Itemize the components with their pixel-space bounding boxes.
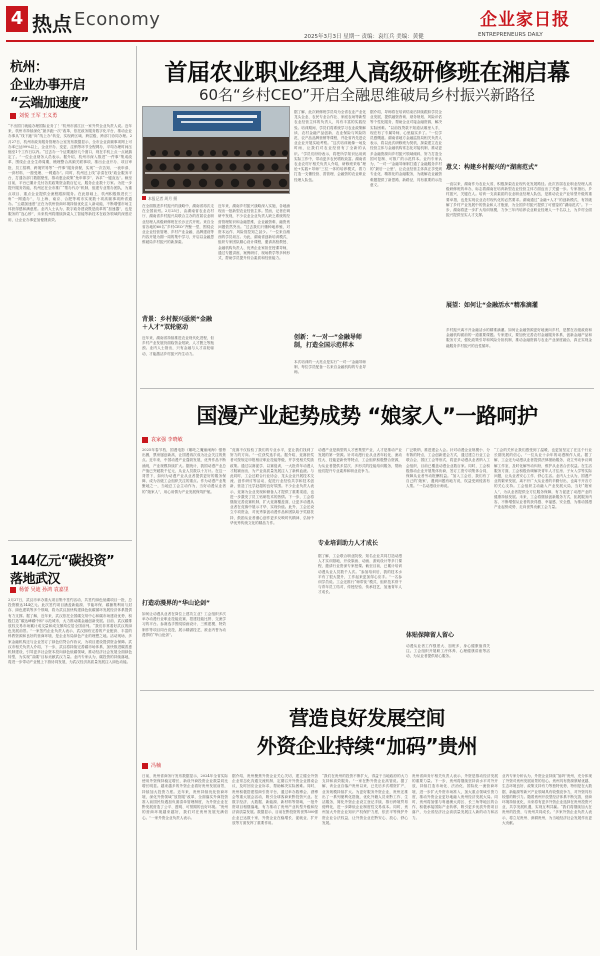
page-header (0, 0, 600, 46)
bottom-body-col2: 据介绍，贵州聚焦外资企业关心关切，建立健全外资企业常态化沟通交流机制，定期召开外资企业圆桌会议，及时回应企业诉求，帮助解决实际困难。同时，贵州积极搭建招商引资平台，通过举办数博会、酒博会等重大展会活动，吸引全球客商来黔投资兴业。在数字经济、大数据、新能源、新材料等领域，一批外资项目相继落地，有力推动了贵州产业转型升级和经济高质量发展。数据显示，目前在黔投资的世界500强企业已达数十家，外资企业在稳增长、促就业、扩开放等方面发挥了重要作用。 (232, 774, 318, 825)
lead-title: 首届农业职业经理人高级研修班在湘启幕 (164, 60, 570, 86)
header-rule (6, 40, 594, 42)
middle-subhead-3: 体贴保障留人留心 (406, 632, 455, 639)
middle-body-col5: “工会的关怀让我们感受到了温暖，也更加坚定了在这个行业长期发展的信心。”一位从业十余年的动漫制作人说。据了解，工会还为动漫从业者提供法律援助服务，设立劳动争议调解工作室，及时化解劳动纠纷，维护从业者合法权益。在生活服务方面，工会积极协调解决青年人才住房、子女入学等实际问题，让从业者安心工作、舒心生活。业内人士认为，国漫产业的繁荣发展，离不开广大从业者的辛勤付出，也离不开各方的关心支持。工会组织主动融入产业发展大局，当好“娘家人”，为从业者提供全方位服务保障，有力促进了动漫产业的健康持续发展。未来，工会将继续创新服务方式，拓展服务内容，不断增强从业者的获得感、幸福感、安全感，为推动国漫产业起势成势、走向世界贡献工会力量。 (494, 448, 592, 510)
lead-body-col5b: 乡村振兴离不开金融活水的精准滴灌。如何让金融资源更好地流向乡村，是摆在各级政府和金融机构面前的一道重要课题。专家建议，要加快完善农村金融服务体系，创新金融产品和服务方式，强化政策引导和风险分担机制，推动金融资源与农业产业深度融合，真正实现金融服务乡村振兴的良性循环。 (446, 328, 592, 348)
story2-title-a: 144亿元“碳投资” (10, 554, 115, 569)
column-divider (136, 46, 137, 950)
lead-body-col5: 一直以来，湖南作为农业大省，积极探索农业现代化发展路径。此次首届农业职业经理人高级研修班的举办，标志着湖南在培育新型农业经营主体方面迈出了关键一步。专家指出，乡村振兴，关键在人。培育一支高素质的农业职业经理人队伍，是推动农业产业转型升级的重要举措，也是实现农业农村现代化的必然要求。湖南通过“金融+人才”的创新模式，有效破解了乡村产业发展中的资金和人才瓶颈，为全国乡村振兴提供了可借鉴的“湖南范式”。下一步，湖南将进一步扩大培训规模，力争三年内培养农业职业经理人一千名以上，为乡村全面振兴提供坚实人才支撑。 (446, 182, 592, 218)
masthead-en: ENTREPRENEURS DAILY (478, 32, 543, 38)
lead-bottom-rule (140, 388, 594, 389)
lead-subhead-2: 创新：“一对一”金融导师制，打造全国示范样本 (294, 334, 362, 349)
date-line: 2025年3月3日 星期一 责编：袁红兵 美编：黄健 (304, 34, 424, 40)
story1-title-a: 杭州： (10, 60, 48, 75)
bottom-story (138, 692, 596, 950)
bottom-body-col1: 日前，贵州省商务厅发布数据显示，2024年全省实际使用外资保持稳定增长，新设外商投资企业数量同比增长明显。越来越多的外资企业看好贵州发展前景，持续加大投资力度。近年来，贵州持续优化营商环境，深化外资领域“放管服”改革，全面落实外商投资准入前国民待遇加负面清单管理制度，为外资企业在黔发展营造了公平、透明、可预期的良好环境。“贵州的营商环境越来越好，我们对在贵州发展充满信心。”一家外资企业负责人表示。 (142, 774, 228, 820)
middle-title: 国漫产业起势成势 “娘家人”一路呵护 (196, 404, 538, 428)
middle-bottom-rule (140, 690, 594, 691)
middle-subhead-2: 专业培训助力人才成长 (318, 540, 379, 547)
middle-body-col4b: 动漫从业者工作强度大、加班多，身心健康值得关注。工会组织开展职工疗休养、心理健康讲座等活动，为从业者提供贴心服务。 (406, 644, 490, 659)
middle-subhead-1: 打造动漫界的“华山论剑” (142, 600, 210, 607)
page-number-badge: 4 (6, 6, 28, 32)
story1-byline: 刘悦 王军 王义勇 (10, 112, 57, 119)
middle-body-col1: 2025年春节档，国漫电影《哪吒之魔童闹海》强势出圈，票房屡创新高，让国漫再次成为社会关注的焦点。近年来，中国动漫产业蓬勃发展，优秀作品不断涌现，产业规模持续扩大。据统计，我国动漫产业总产值已突破数千亿元，从业人员数以十万计。在这一背景下，如何为动漫产业从业者提供更好的服务保障，成为各级工会组织关注的重点。作为动漫产业集聚地之一，当地总工会主动作为，当好动漫从业者的“娘家人”，用心用情为产业发展保驾护航。 (142, 448, 226, 494)
lead-body-col3: 据了解，此次研修班学员均为全省农业产业化龙头企业、农民专业合作社、家庭农场等新型农业经营主体的负责人，具有丰富的实践经验。培训期间，学员们将系统学习农业政策解读、农村金融产品创新、农业保险与风险防范、农产品品牌营销等课程，并赴省内先进农业企业开展实地考察。“这次培训就像一场及时雨，让我们对农业经营有了全新的认识。”学员们纷纷表示，将把所学知识运用到实际工作中，带动更多农民增收致富。湖南省农业农村厅相关负责人介绍，研修班采取“理论+实践+导师”三位一体的培养模式，着力打造一支懂经营、善管理、会融资的农业职业经理人队伍。 (294, 110, 366, 182)
lead-subtitle: 60名“乡村CEO”开启全融思维破局乡村振兴新路径 (198, 86, 536, 104)
story1-title-b: 企业办事开启 (10, 78, 86, 93)
bottom-byline: 冯楠 (142, 762, 161, 769)
story1-body: “不出国门就能办理国际业务了！”杭州市滨江区一家外贸企业负责人说。近年来，杭州市持续深化“最多跑一次”改革，依托政务服务数字化平台，推动企业办事从“线下跑”向“线上办”转变，实现跨区域、跨层级、跨部门协同办理。2月27日，杭州市政务服务管理办公室发布数据显示，全市企业高频事项网上可办率已达99%以上，企业开办、变更、注销等环节全程网办，平均办理时间压缩至1个工作日以内。“过去办一个证要跑好几个窗口，现在手机上点一点就搞定了。”一位企业财务人员表示。据介绍，杭州市深入推进“一件事”集成改革，围绕企业全生命周期，梳理整合高频关联事项，推出企业开办、项目审批、员工招聘、跨境贸易等“一件事”服务套餐，实现“一次告知、一表申请、一套材料、一窗受理、一网通办”。同时，杭州还上线“亲清在线”政企服务平台，打通各部门数据壁垒，推动惠企政策“免申即享”、诉求“一键直达”。截至目前，平台已累计兑付各类政策资金数百亿元，服务企业数十万家。为进一步提升服务效能，杭州还在全市推广“帮办代办”机制，组建专业帮办团队，为重点项目、重点企业提供全流程跟踪服务。在此基础上，杭州积极推进长三角“一网通办”，与上海、南京、合肥等城市实现数十项高频事项跨省通办。“云端加速度”正在为杭州营商环境持续优化注入新动能，不断增强市场主体获得感和满意度。业内人士认为，数字政务建设既是改革的“加速器”，也是服务的“连心桥”，未来杭州将继续探索人工智能等新技术在政务领域的深度应用，让企业办事更加便捷高效。 (8, 124, 132, 222)
lead-body-col3b: 本次培训的一大亮点是实行“一对一”金融导师制，每位学员配备一名来自金融机构的专业导师。 (294, 360, 366, 375)
section-name: 热点 (32, 12, 72, 36)
lead-body-col4: 据介绍，导师将在培训结束后持续跟踪学员企业发展，提供融资咨询、财务规划、风险评估等个性化服务，帮助企业对接金融资源，解决实际困难。“以前找贷款不知道从哪里入手，现在有了专属导师，心里踏实多了。”一位学员感慨道。湖南省地方金融监管局相关负责人表示，将以此次研修班为契机，探索建立农业经营主体与金融机构常态化对接机制，推动更多金融资源向乡村振兴领域倾斜，努力打造全国可复制、可推广的示范样本。业内专家认为，“一对一”金融导师制打通了金融服务乡村的“最后一公里”，让农业经营主体真正享受到专业化、精准化的金融服务，为破解农业融资难题提供了新思路、新路径，具有重要的示范意义。 (370, 110, 442, 187)
lead-body-col2: 近年来，湖南乡村振兴战略深入实施，各地涌现出一批新型农业经营主体。然而，记者在调研中发现，不少农业企业负责人缺乏系统的经营管理知识和金融思维，企业融资难、融资贵问题依然突出。“过去我们只懂种地养殖，对资本运作、风险管控知之甚少。”一位来自湘西的学员坦言。为此，湖南省创新培训模式，组织专家团队精心设计课程，邀请高校教授、金融机构负责人、优秀企业家担任授课导师，通过专题讲座、案例研讨、现场教学等多种形式，帮助学员提升综合素质和经营能力。 (218, 204, 290, 261)
middle-body-col3: 动漫产业是典型的人才密集型产业，人才是推动产业发展的第一资源。针对动漫行业从业者年轻化、流动性大、技能更新快等特点，工会组织积极整合资源，为从业者提供多层次、多形式的技能培训服务，帮助他们提升专业素养和职业竞争力。 (318, 448, 402, 473)
middle-body-col3b: 据了解，工会联合职业院校、知名企业共同打造动漫人才实训基地，开设原画、动画、游戏设计等多门课程，邀请行业资深专家授课。截至目前，已累计培训动漫从业人员数千人次。“参加培训后，我的技术水平有了很大提升，工作起来更加得心应手。”一名参训学员说。工会还推行“师带徒”模式，组织技术骨干与青年员工结对，传授经验、传承技艺，加速青年人才成长。 (318, 554, 402, 595)
left-divider (8, 540, 132, 541)
bottom-title-line2: 外资企业持续“加码”贵州 (256, 734, 478, 758)
story1-title-c: “云端加速度” (10, 96, 89, 111)
lead-photo-caption: 本报记者 周月 摄 (142, 196, 177, 202)
bottom-body-col4: 贵州省商务厅相关负责人表示，外资是推动经济发展的重要力量。下一步，贵州将继续坚持高水平对外开放，持续打造市场化、法治化、国际化一流营商环境，进一步扩大外资市场准入，加大重点领域引资力度，推动外资企业更好地融入贵州经济发展大局。同时，贵州将加强与粤港澳大湾区、长三角等地区的合作，积极承接国际产业转移，吸引更多优质外资项目落户，为全省经济社会高质量发展注入新的动力和活力。 (412, 774, 498, 820)
story2-body: 2月27日，武汉市举办重大项目集中签约活动，共签约绿色低碳项目一批，总投资额达144亿元。此次签约项目涵盖新能源、节能环保、碳捕集利用与封存、绿色建筑等多个领域，将为武汉加快构建绿色低碳循环发展经济体系提供有力支撑。据了解，近年来，武汉依托全国碳交易中心和碳市场建设优势，积极打造“碳达峰碳中和”示范城市，大力推动碳金融创新发展。目前，武汉碳排放权交易市场累计成交量和成交额均位居全国前列。“我们非常看好武汉的绿色发展前景。”一家签约企业负责人表示，武汉拥有完善的产业配套、丰富的科教资源和良好的营商环境，是企业布局绿色产业的理想之地。活动现场，多家金融机构还与企业签订了绿色信贷合作协议，为项目建设提供资金保障。武汉市相关负责人介绍，下一步，武汉将持续完善碳市场体系，加快推进碳普惠机制建设，引导更多社会资本投向绿色低碳领域，推动经济社会发展全面绿色转型，为实现“双碳”目标贡献武汉力量。业内专家认为，碳投资的持续落地，将进一步带动产业链上下游协同发展，为武汉经济高质量发展注入绿色动能。 (8, 598, 132, 665)
lead-subhead-3: 意义：构建乡村振兴的“湖南范式” (446, 164, 538, 171)
lead-story (138, 46, 596, 386)
left-column (6, 46, 134, 950)
lead-subhead-1: 背景：乡村振兴亟须“金融＋人才”双轮驱动 (142, 316, 212, 331)
lead-body-col1b: 近年来，湖南省持续推进农业现代化进程，但乡村产业发展仍面临资金短缺、人才匮乏等瓶颈。业内人士指出，只有金融与人才双轮驱动，才能激活乡村振兴内生动力。 (142, 336, 214, 356)
bottom-body-col5: 业内专家分析认为，外资企业持续“加码”贵州，充分体现了外资对贵州发展前景的信心。贵州具有资源禀赋优越、生态环境良好、政策支持有力等独特优势，特别是在大数据、新能源等新兴产业领域具有较强竞争力，对外资具有较强的吸引力。随着贵州开放型经济体系不断完善，营商环境持续优化，未来将有更多外资企业选择在贵州投资兴业，共享发展机遇，实现互利共赢。“我们将继续加大在贵州的投资，与贵州共同成长。”多家外资企业负责人表示，将立足贵州、深耕贵州，为当地经济社会发展作出更大贡献。 (502, 774, 592, 825)
lead-photo (142, 106, 290, 194)
story2-title-b: 落地武汉 (10, 572, 61, 587)
middle-story (138, 390, 596, 690)
middle-body-col2: “竞赛不仅检验了我们的专业水平，更让我们找到了努力的方向。”一位获奖选手说。据介绍，竞赛获奖者可按规定申报相应职业技能等级，并享受相关奖励政策。通过以赛促学、以赛促训，一大批青年动漫人才脱颖而出，为产业高质量发展注入了新鲜血液。与此同时，工会还联合行业协会、龙头企业开展技术交流、创作研讨等活动，促进行业经验共享和技术创新，营造了比学赶超的良好氛围。不少企业负责人表示，竞赛为企业发现和储备人才提供了重要渠道，也进一步激发了员工钻研技术的热情。下一步，工会将继续完善竞赛机制，扩大竞赛覆盖面，让更多动漫从业者在竞赛中展示才华、实现价值。此外，工会还设立专项资金，对优秀原创动漫作品和团队给予奖励扶持，鼓励从业者潜心创作更多反映时代精神、弘扬中华优秀传统文化的精品力作。 (230, 448, 314, 525)
conference-photo (143, 107, 290, 194)
bottom-body-col3: “我们在贵州的投资不断扩大，得益于当地政府的大力支持和高效服务。”一家在黔外资企业高管说。据了解，该企业自落户贵州以来，已先后多次增资扩产，业务规模持续扩大。为更好服务外资企业，贵州还推出了一系列便利化措施，优化外籍人员来黔工作、生活服务，简化外资企业设立登记手续，推行跨境贸易便利化，进一步降低企业制度性交易成本。同时，贵州加大外资企业知识产权保护力度，依法平等保护外资企业合法权益，让外资企业在黔安心、放心、舒心发展。 (322, 774, 408, 825)
masthead-logo: 企业家日报 (480, 10, 570, 30)
bottom-title-line1: 营造良好发展空间 (289, 706, 445, 730)
section-name-en: Economy (74, 9, 161, 30)
middle-body-col4: 广泛吸纳，推进建会入会。针对动漫企业规模小、分布散的特点，工会创新建会方式，通过建立行业工会联合会、园区工会等形式，将更多动漫从业者纳入工会组织，目前已覆盖动漫企业数百家。同时，工会积极推动企业开展集体协商，签订工资专项集体合同，保障从业者劳动报酬权益。“加入工会后，我们有了自己的‘娘家’，遇到问题有地方说，权益受到侵害有人帮。”一名动漫设计师说。 (406, 448, 490, 489)
lead-subhead-4: 展望：如何让“金融活水”精准滴灌 (446, 302, 538, 309)
middle-byline: 袁家强 李晓敏 (142, 436, 183, 443)
middle-body-col1b: 如何让动漫从业者在岗位上建功立业？工会组织多次举办动漫行业职业技能竞赛，搭建技能比拼、交流学习的平台。参赛选手围绕原画设计、三维建模、特效制作等项目同台竞技，展示精湛技艺，被业内誉为动漫界的“华山论剑”。 (142, 612, 226, 637)
story2-byline: 杨蕾 吴迪 孙鸿 袁嘉里 (10, 586, 69, 593)
lead-body-col1: 在全面推进乡村振兴的战略中，湖南省再次走在全国前列。2月25日，由湖南省农业农村厅、湖南省乡村振兴局联合主办的首届农业职业经理人高级研修班在长沙正式开班。来自全省各地的60名“乡村CEO”齐聚一堂，围绕农业企业经营管理、乡村产业金融、品牌建设等内容开展为期一周的集中学习，开启以金融思维破局乡村振兴的新探索。 (142, 204, 214, 245)
